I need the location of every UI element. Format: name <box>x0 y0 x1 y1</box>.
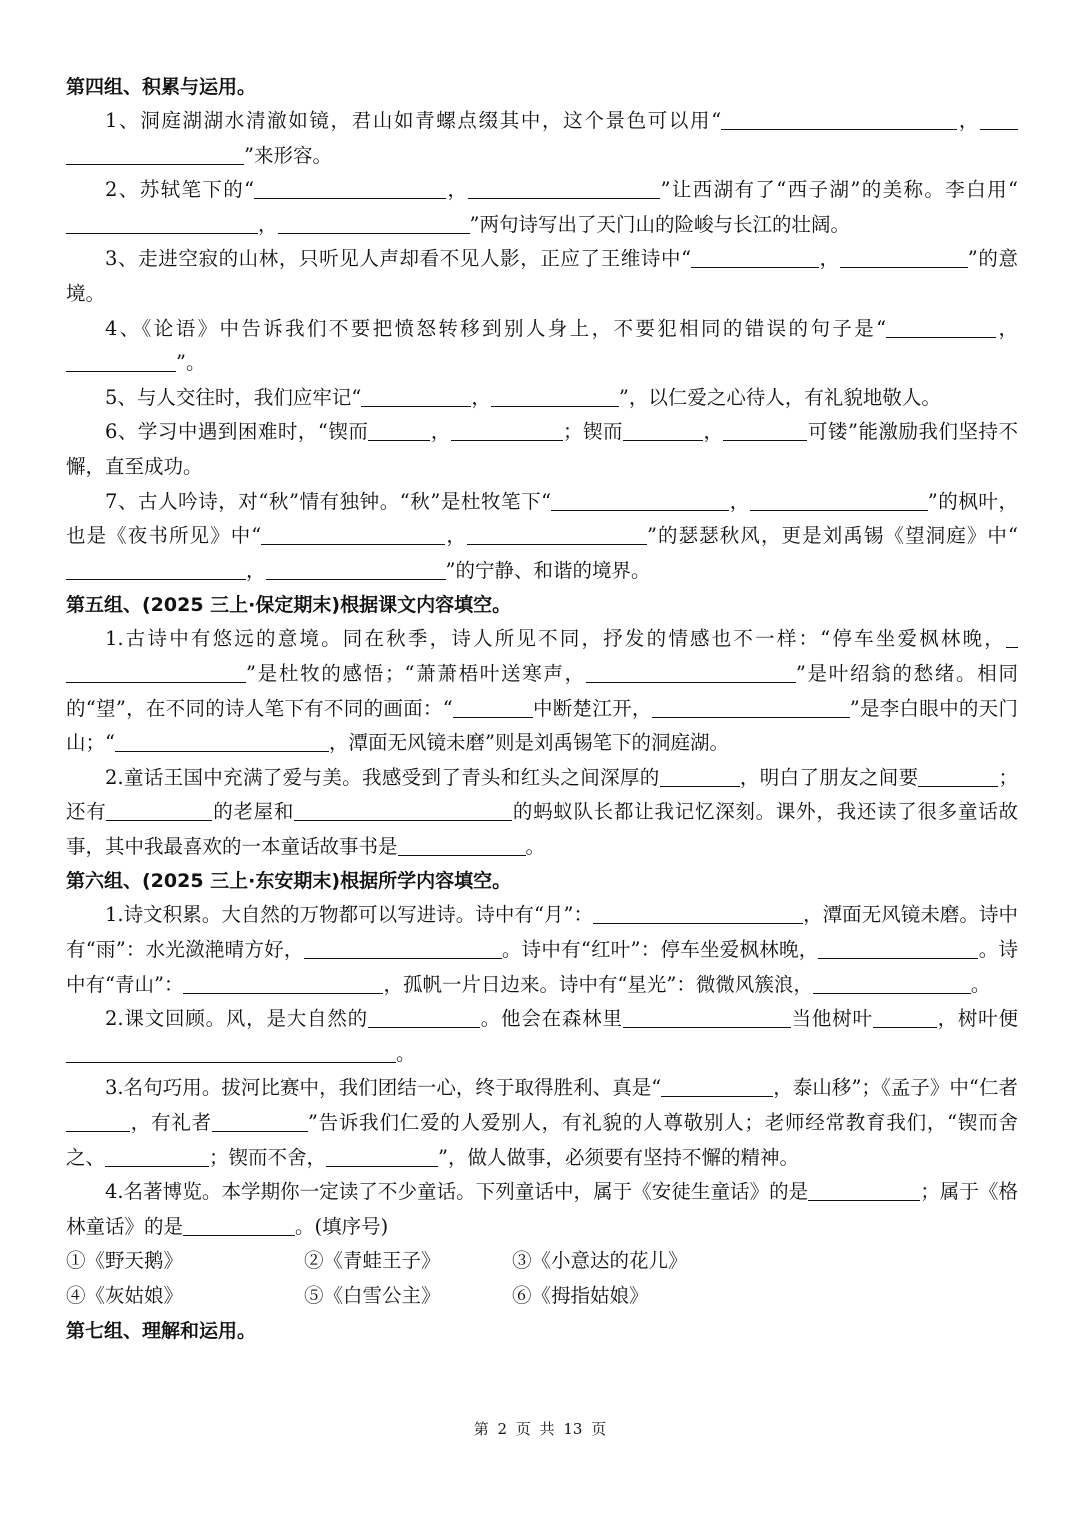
text: ；锲而 <box>562 420 623 444</box>
text: 3.名句巧用。拔河比赛中，我们团结一心，终于取得胜利、真是“ <box>105 1076 662 1100</box>
question-4-1 <box>66 104 1018 173</box>
text: ”的意境。 <box>66 247 1018 305</box>
text: ”两句诗写出了天门山的险峻与长江的壮阔。 <box>469 212 850 236</box>
blank <box>468 178 660 199</box>
text: ”是李白眼中的天门山；“ <box>66 696 1018 755</box>
blank <box>467 524 647 545</box>
blank <box>886 316 996 337</box>
blank <box>918 765 998 786</box>
blank <box>750 489 928 510</box>
option-row <box>66 1279 1018 1314</box>
text: 4.名著博览。本学期你一定读了不少童话。下列童话中，属于《安徒生童话》的是 <box>105 1180 809 1204</box>
question-4-7 <box>66 485 1018 589</box>
text: 4、《论语》中告诉我们不要把愤怒转移到别人身上，不要犯相同的错误的句子是“ <box>105 316 887 340</box>
text: ”的宁静、和谐的境界。 <box>445 558 651 582</box>
text: 。 <box>970 972 991 996</box>
blank <box>66 661 246 682</box>
blank <box>361 385 471 406</box>
blank <box>586 661 796 682</box>
text: ，树叶便 <box>936 1007 1018 1031</box>
blank <box>398 834 526 855</box>
text: 。诗中有“红叶”：停车坐爱枫林晚， <box>501 938 819 962</box>
text: 1.古诗中有悠远的意境。同在秋季，诗人所见不同，抒发的情感也不一样：“停车坐爱枫林晚， <box>105 627 1006 651</box>
text: ”，做人做事，必须要有坚持不懈的精神。 <box>438 1145 800 1169</box>
question-4-6 <box>66 415 1018 484</box>
text: ，泰山移”；《孟子》中“仁者 <box>773 1076 1018 1100</box>
text: ， <box>702 420 724 444</box>
text: ”让西湖有了“西子湖”的美称。李白用“ <box>660 178 1018 202</box>
blank <box>451 420 563 441</box>
worksheet-page <box>66 70 1018 1348</box>
text: 的老屋和 <box>212 800 295 824</box>
blank <box>304 938 502 959</box>
option-item: ④《灰姑娘》 <box>66 1284 184 1307</box>
blank <box>66 1041 396 1062</box>
question-4-2 <box>66 173 1018 242</box>
question-6-4 <box>66 1175 1018 1244</box>
blank <box>66 212 258 233</box>
text: 当他树叶 <box>790 1007 873 1031</box>
option-list <box>66 1244 1018 1313</box>
text: 可镂”能激励我们坚持不懈，直至成功。 <box>66 420 1018 478</box>
blank <box>873 1007 937 1028</box>
section-heading-5: 第五组、(2025 三上·保定期末)根据课文内容填空。 <box>66 594 512 617</box>
blank <box>818 938 978 959</box>
option-item: ⑥《拇指姑娘》 <box>512 1284 649 1307</box>
blank <box>593 903 803 924</box>
text: 3、走进空寂的山林，只听见人声却看不见人影，正应了王维诗中“ <box>105 247 692 271</box>
text: 中断楚江开， <box>532 696 652 720</box>
text: 7、古人吟诗，对“秋”情有独钟。“秋”是杜牧笔下“ <box>105 489 552 513</box>
text: 。诗中有“青山”： <box>66 938 1018 996</box>
text: ”的枫叶，也是《夜书所见》中“ <box>66 489 1018 548</box>
blank <box>691 247 819 268</box>
blank <box>368 420 430 441</box>
blank <box>623 1007 791 1028</box>
question-4-3 <box>66 242 1018 311</box>
text: 2、苏轼笔下的“ <box>105 178 255 202</box>
page-number: 第 2 页 共 13 页 <box>473 1420 607 1438</box>
text: 的蚂蚁队长都让我记忆深刻。课外，我还读了很多童话故事，其中我最喜欢的一本童话故事书是 <box>66 800 1018 858</box>
text: 2.课文回顾。风，是大自然的 <box>105 1007 368 1031</box>
blank <box>453 696 533 717</box>
blank <box>551 489 729 510</box>
blank <box>652 696 850 717</box>
text: 1.诗文积累。大自然的万物都可以写进诗。诗中有“月”： <box>105 903 594 927</box>
blank <box>66 1111 130 1132</box>
question-4-4 <box>66 312 1018 381</box>
text: ”来形容。 <box>244 143 332 167</box>
text: ；属于《格林童话》的是 <box>66 1180 1018 1238</box>
text: 。 <box>525 834 546 858</box>
text: 5、与人交往时，我们应牢记“ <box>105 385 362 409</box>
question-5-1 <box>66 622 1018 760</box>
blank <box>491 385 619 406</box>
text: 。 <box>396 1041 416 1065</box>
option-item: ①《野天鹅》 <box>66 1249 184 1273</box>
blank <box>840 247 968 268</box>
text: ， <box>246 558 266 582</box>
blank <box>106 800 212 821</box>
text: ，有礼者 <box>130 1111 212 1135</box>
text: ，潭面无风镜未磨”则是刘禹锡笔下的洞庭湖。 <box>328 731 729 755</box>
blank <box>980 109 1018 130</box>
text: ”是杜牧的感悟；“萧萧梧叶送寒声， <box>246 661 586 685</box>
blank <box>183 972 383 993</box>
text: 1、洞庭湖湖水清澈如镜，君山如青螺点缀其中，这个景色可以用“ <box>105 109 722 132</box>
text: ”告诉我们仁爱的人爱别人，有礼貌的人尊敬别人；老师经常教育我们，“锲而舍之、 <box>66 1111 1018 1169</box>
blank <box>1006 627 1018 648</box>
text: ，潭面无风镜未磨。诗中有“雨”：水光潋滟晴方好， <box>66 903 1018 962</box>
blank <box>115 731 329 752</box>
section-heading-7: 第七组、理解和运用。 <box>66 1319 257 1342</box>
blank <box>266 558 446 579</box>
blank <box>254 178 446 199</box>
text: ，明白了朋友之间要 <box>739 765 919 789</box>
blank <box>813 972 971 993</box>
blank <box>808 1180 920 1201</box>
blank <box>368 1007 480 1028</box>
text: ；还有 <box>66 765 1018 824</box>
question-4-5 <box>66 381 1018 416</box>
text: ”的瑟瑟秋风，更是刘禹锡《望洞庭》中“ <box>646 524 1018 548</box>
text: 。(填序号) <box>295 1214 389 1238</box>
text: ， <box>258 212 278 236</box>
text: 。他会在森林里 <box>479 1007 623 1031</box>
blank <box>326 1145 438 1166</box>
question-6-1 <box>66 898 1018 1002</box>
blank <box>623 420 703 441</box>
blank <box>660 765 740 786</box>
option-item: ③《小意达的花儿》 <box>512 1249 688 1273</box>
blank <box>66 351 176 372</box>
blank <box>66 558 246 579</box>
text: ， <box>996 316 1018 340</box>
text: ”是叶绍翁的愁绪。相同的“望”，在不同的诗人笔下有不同的画面：“ <box>66 661 1018 720</box>
text: 6、学习中遇到困难时，“锲而 <box>105 420 369 444</box>
option-item: ⑤《白雪公主》 <box>304 1284 441 1307</box>
option-row <box>66 1244 1018 1279</box>
text: 2.童话王国中充满了爱与美。我感受到了青头和红头之间深厚的 <box>105 765 660 789</box>
text: ， <box>471 385 491 409</box>
text: ， <box>445 524 467 548</box>
blank <box>261 524 445 545</box>
text: ”，以仁爱之心待人，有礼貌地敬人。 <box>618 385 941 409</box>
blank <box>105 1145 209 1166</box>
blank <box>723 420 807 441</box>
text: ， <box>430 420 451 444</box>
text: ， <box>957 109 980 132</box>
section-heading-4: 第四组、积累与运用。 <box>66 76 257 98</box>
question-6-3 <box>66 1071 1018 1175</box>
text: ， <box>729 489 750 513</box>
blank <box>278 212 470 233</box>
blank <box>66 143 244 164</box>
blank <box>661 1076 773 1097</box>
text: ；锲而不舍， <box>209 1145 327 1169</box>
option-item: ②《青蛙王子》 <box>304 1249 441 1273</box>
text: ，孤帆一片日边来。诗中有“星光”：微微风簇浪， <box>383 972 813 996</box>
text: ， <box>446 178 469 202</box>
question-6-2 <box>66 1002 1018 1071</box>
text: ”。 <box>176 351 206 375</box>
text: ， <box>819 247 840 271</box>
blank <box>212 1111 308 1132</box>
question-5-2 <box>66 761 1018 865</box>
blank <box>294 800 512 821</box>
blank <box>183 1214 295 1235</box>
section-heading-6: 第六组、(2025 三上·东安期末)根据所学内容填空。 <box>66 870 512 893</box>
blank <box>721 109 957 130</box>
